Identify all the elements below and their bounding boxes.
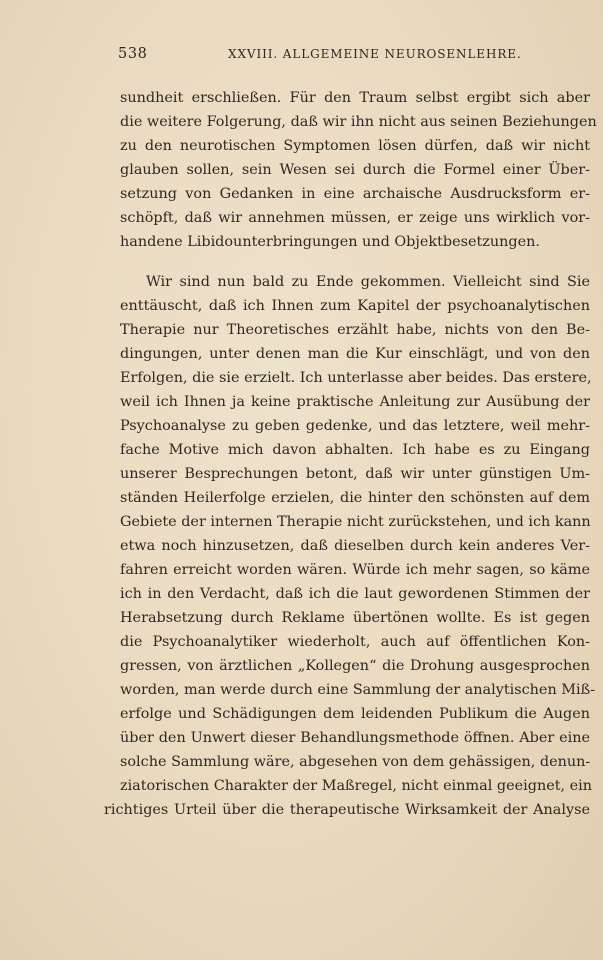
text-line: fahren erreicht worden wären. Würde ich mehr sagen, so käme bbox=[120, 562, 590, 578]
text-line: Wir sind nun bald zu Ende gekommen. Vielleicht sind Sie bbox=[146, 274, 590, 290]
text-line: Erfolgen, die sie erzielt. Ich unterlasse aber beides. Das erstere, bbox=[120, 370, 592, 386]
text-line: Therapie nur Theoretisches erzählt habe, nichts von den Be- bbox=[120, 322, 590, 338]
text-line: ziatorischen Charakter der Maßregel, nicht einmal geeignet, ein bbox=[120, 778, 593, 794]
text-line: Gebiete der internen Therapie nicht zurückstehen, und ich kann bbox=[120, 514, 591, 530]
text-line: unserer Besprechungen betont, daß wir unter günstigen Um- bbox=[120, 466, 590, 482]
text-line: enttäuscht, daß ich Ihnen zum Kapitel der psychoanalytischen bbox=[120, 298, 590, 314]
text-line: worden, man werde durch eine Sammlung der analytischen Miß- bbox=[120, 682, 596, 698]
text-line: richtiges Urteil über die therapeutische Wirksamkeit der Analyse bbox=[104, 802, 590, 818]
text-line: erfolge und Schädigungen dem leidenden Publikum die Augen bbox=[120, 706, 590, 722]
text-line: Psychoanalyse zu geben gedenke, und das letztere, weil mehr- bbox=[120, 418, 590, 434]
page-header bbox=[118, 46, 588, 66]
text-line: die Psychoanalytiker wiederholt, auch auf öffentlichen Kon- bbox=[120, 634, 590, 650]
text-line: die weitere Folgerung, daß wir ihn nicht aus seinen Beziehungen bbox=[120, 114, 597, 130]
text-line: setzung von Gedanken in eine archaische Ausdrucksform er- bbox=[120, 186, 590, 202]
text-line: solche Sammlung wäre, abgesehen von dem gehässigen, denun- bbox=[120, 754, 591, 770]
text-line: weil ich Ihnen ja keine praktische Anleitung zur Ausübung der bbox=[120, 394, 590, 410]
page-number: 538 bbox=[118, 46, 148, 62]
text-line: handene Libidounterbringungen und Objektbesetzungen. bbox=[120, 234, 540, 250]
text-line: sundheit erschließen. Für den Traum selbst ergibt sich aber bbox=[120, 90, 590, 106]
text-line: etwa noch hinzusetzen, daß dieselben durch kein anderes Ver- bbox=[120, 538, 590, 554]
running-head: XXVIII. ALLGEMEINE NEUROSENLEHRE. bbox=[228, 47, 522, 61]
text-line: ich in den Verdacht, daß ich die laut gewordenen Stimmen der bbox=[120, 586, 590, 602]
text-line: über den Unwert dieser Behandlungsmethode öffnen. Aber eine bbox=[120, 730, 590, 746]
text-line: zu den neurotischen Symptomen lösen dürfen, daß wir nicht bbox=[120, 138, 590, 154]
text-line: ständen Heilerfolge erzielen, die hinter den schönsten auf dem bbox=[120, 490, 590, 506]
text-line: glauben sollen, sein Wesen sei durch die Formel einer Über- bbox=[120, 162, 590, 178]
text-line: Herabsetzung durch Reklame übertönen wollte. Es ist gegen bbox=[120, 610, 590, 626]
text-line: gressen, von ärztlichen „Kollegen“ die Drohung ausgesprochen bbox=[120, 658, 590, 674]
text-line: schöpft, daß wir annehmen müssen, er zeige uns wirklich vor- bbox=[120, 210, 590, 226]
text-line: dingungen, unter denen man die Kur einschlägt, und von den bbox=[120, 346, 590, 362]
text-line: fache Motive mich davon abhalten. Ich habe es zu Eingang bbox=[120, 442, 590, 458]
